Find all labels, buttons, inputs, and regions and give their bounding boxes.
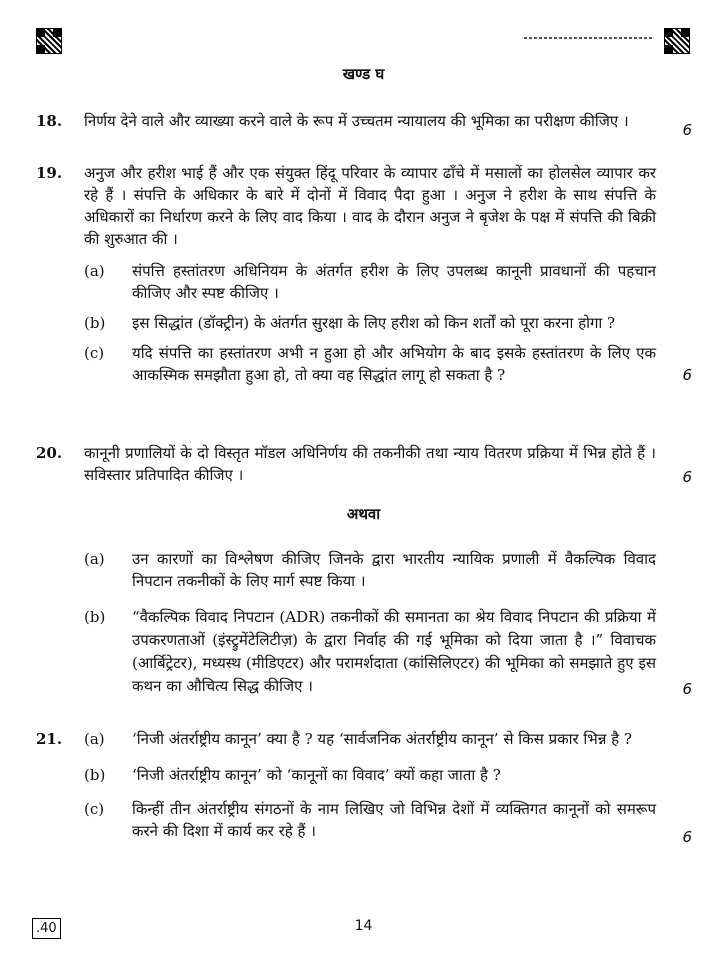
marks: 6: [682, 366, 692, 384]
sub-question-b: [84, 764, 656, 786]
qr-code-icon: [36, 28, 62, 54]
page-number: 14: [354, 918, 373, 934]
paper-code: .40: [32, 918, 61, 939]
question-20-alternative: [36, 548, 692, 698]
question-text: अनुज और हरीश भाई हैं और एक संयुक्त हिंदू परिवार के व्यापार ढाँचे में मसालों का होलसेल व्यापार कर रहे हैं । संपत्ति के अधिकार के बारे में दोनों में विवाद पैदा हुआ । अनुज ने हरीश के साथ संपत्ति के अधिकारों का निर्धारण करने के लिए वाद किया । वाद के दौरान अनुज ने बृजेश के पक्ष में संपत्ति की बिक्री की शुरुआत की ।: [84, 164, 656, 248]
sub-text: “वैकल्पिक विवाद निपटान (ADR) तकनीकों की समानता का श्रेय विवाद निपटान की प्रक्रिया में उपकरणताओं (इंस्ट्रुमेंटेलिटीज़) के द्वारा निर्वाह की गई भूमिका को दिया जाता है ।” विवाचक (आर्बिट्रेटर), मध्यस्थ (मीडिएटर) और परामर्शदाता (कांसिलिएटर) की भूमिका को समझाते हुए इस कथन का औचित्य सिद्ध कीजिए ।: [132, 608, 656, 695]
marks: 6: [682, 828, 692, 846]
question-number: 21.: [36, 730, 63, 748]
sub-question-a: [84, 260, 656, 304]
sub-text: इस सिद्धांत (डॉक्ट्रीन) के अंतर्गत सुरक्षा के लिए हरीश को किन शर्तों को पूरा करना होगा ?: [132, 314, 616, 332]
sub-text: यदि संपत्ति का हस्तांतरण अभी न हुआ हो और अभियोग के बाद इसके हस्तांतरण के लिए एक आकस्मिक समझौता हुआ हो, तो क्या वह सिद्धांत लागू हो सकता है ?: [132, 344, 656, 384]
sub-question-c: [84, 798, 656, 842]
sub-label: (b): [84, 314, 106, 332]
sub-text: उन कारणों का विश्लेषण कीजिए जिनके द्वारा भारतीय न्यायिक प्रणाली में वैकल्पिक विवाद निपटान तकनीकों के लिए मार्ग स्पष्ट किया ।: [132, 550, 656, 590]
sub-label: (a): [84, 730, 105, 748]
sub-text: ‘निजी अंतर्राष्ट्रीय कानून’ क्या है ? यह ‘सार्वजनिक अंतर्राष्ट्रीय कानून’ से किस प्रकार भिन्न है ?: [132, 730, 632, 748]
question-text: कानूनी प्रणालियों के दो विस्तृत मॉडल अधिनिर्णय की तकनीकी तथा न्याय वितरण प्रक्रिया में भिन्न होते हैं । सविस्तार प्रतिपादित कीजिए ।: [84, 444, 656, 484]
question-18: [36, 110, 692, 139]
question-21: [36, 728, 692, 846]
sub-label: (b): [84, 766, 106, 784]
question-20: [36, 442, 692, 486]
question-number: 20.: [36, 444, 63, 462]
marks: 6: [682, 121, 692, 139]
sub-label: (c): [84, 800, 105, 818]
sub-question-a: [84, 548, 656, 592]
sub-label: (a): [84, 550, 105, 568]
sub-question-b: [84, 312, 656, 334]
question-number: 19.: [36, 164, 63, 182]
sub-question-a: [84, 728, 656, 750]
sub-question-b: [84, 606, 656, 698]
sub-label: (a): [84, 262, 105, 280]
question-number: 18.: [36, 112, 63, 130]
sub-label: (b): [84, 608, 106, 626]
qr-code-icon: [664, 28, 690, 54]
sub-question-c: [84, 342, 656, 386]
sub-text: संपत्ति हस्तांतरण अधिनियम के अंतर्गत हरीश के लिए उपलब्ध कानूनी प्रावधानों की पहचान कीजिए और स्पष्ट कीजिए ।: [132, 262, 656, 302]
or-heading: अथवा: [346, 505, 381, 523]
sub-label: (c): [84, 344, 105, 362]
marks: 6: [682, 680, 692, 698]
question-19: [36, 162, 692, 386]
question-text: निर्णय देने वाले और व्याख्या करने वाले के रूप में उच्चतम न्यायालय की भूमिका का परीक्षण कीजिए ।: [84, 112, 629, 130]
section-title: खण्ड घ: [342, 65, 385, 83]
barcode-strip: [524, 37, 652, 39]
marks: 6: [682, 468, 692, 486]
sub-text: किन्हीं तीन अंतर्राष्ट्रीय संगठनों के नाम लिखिए जो विभिन्न देशों में व्यक्तिगत कानूनों को समरूप करने की दिशा में कार्य कर रहे हैं ।: [132, 800, 656, 840]
sub-text: ‘निजी अंतर्राष्ट्रीय कानून’ को ‘कानूनों का विवाद’ क्यों कहा जाता है ?: [132, 766, 501, 784]
